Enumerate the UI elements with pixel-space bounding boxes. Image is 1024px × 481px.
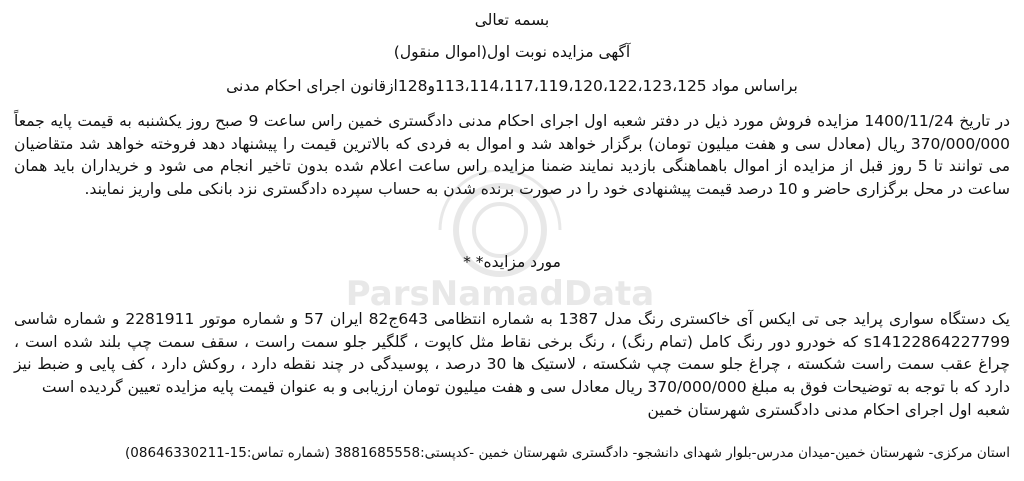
issuing-branch-signature: شعبه اول اجرای احکام مدنی دادگستری شهرستان خمین	[647, 401, 1010, 419]
legal-basis-line: براساس مواد 113،114،117،119،120،122،123،125و128ازقانون اجرای احکام مدنی	[226, 77, 798, 95]
svg-text:ParsNamadData: ParsNamadData	[345, 274, 655, 314]
invocation-heading: بسمه تعالی	[474, 11, 550, 29]
auction-notice-paragraph: در تاریخ 1400/11/24 مزایده فروش مورد ذیل در دفتر شعبه اول اجرای احکام مدنی دادگستری خمین راس ساعت 9 صبح روز یکشنبه به قیمت پایه جمعاً 370/000/000 ریال (معادل سی و هفت میلیون تومان) برگزار خواهد شد و اموال به فردی که بالاترین قیمت را پیشنهاد دهد فروخته خواهد شد متقاضیان می توانند تا 5 روز قبل از مزایده از اموال باهماهنگی بازدید نمایند ضمنا مزایده راس ساعت اعلام شده بدون تاخیر انجام می شود و خریداران باید همان ساعت در محل برگزاری حاضر و 10 درصد قیمت پیشنهادی خود را در صورت برنده شدن به حساب سپرده دادگستری نزد بانکی ملی واریز نمایند.	[14, 112, 1010, 198]
auction-item-heading: مورد مزایده* *	[463, 253, 561, 271]
auction-item-description: یک دستگاه سواری پراید جی تی ایکس آی خاکستری رنگ مدل 1387 به شماره انتظامی 643ج82 ایران 57 و شماره موتور 2281911 و شماره شاسی s14122864227799 که خودرو دور رنگ کامل (تمام رنگ) ، رنگ برخی نقاط مثل کاپوت ، گلگیر جلو سمت راست ، سقف سمت چپ بلند شده است ، چراغ عقب سمت راست شکسته ، چراغ جلو سمت چپ شکسته ، لاستیک ها 30 درصد ، پوسیدگی در چند نقطه دارد ، روکش دارد ، کف پایی و ضبط نیز دارد که با توجه به توضیحات فوق به مبلغ 370/000/000 ریال معادل سی و هفت میلیون تومان ارزیابی و به عنوان قیمت پایه مزایده تعیین گردیده است	[14, 310, 1011, 396]
footer-address: استان مرکزی- شهرستان خمین-میدان مدرس-بلوار شهدای دانشجو- دادگستری شهرستان خمین -کدپستی:3881685558 (شماره تماس:15-08646330211)	[124, 445, 1010, 461]
notice-title: آگهی مزایده نوبت اول(اموال منقول)	[393, 43, 631, 61]
